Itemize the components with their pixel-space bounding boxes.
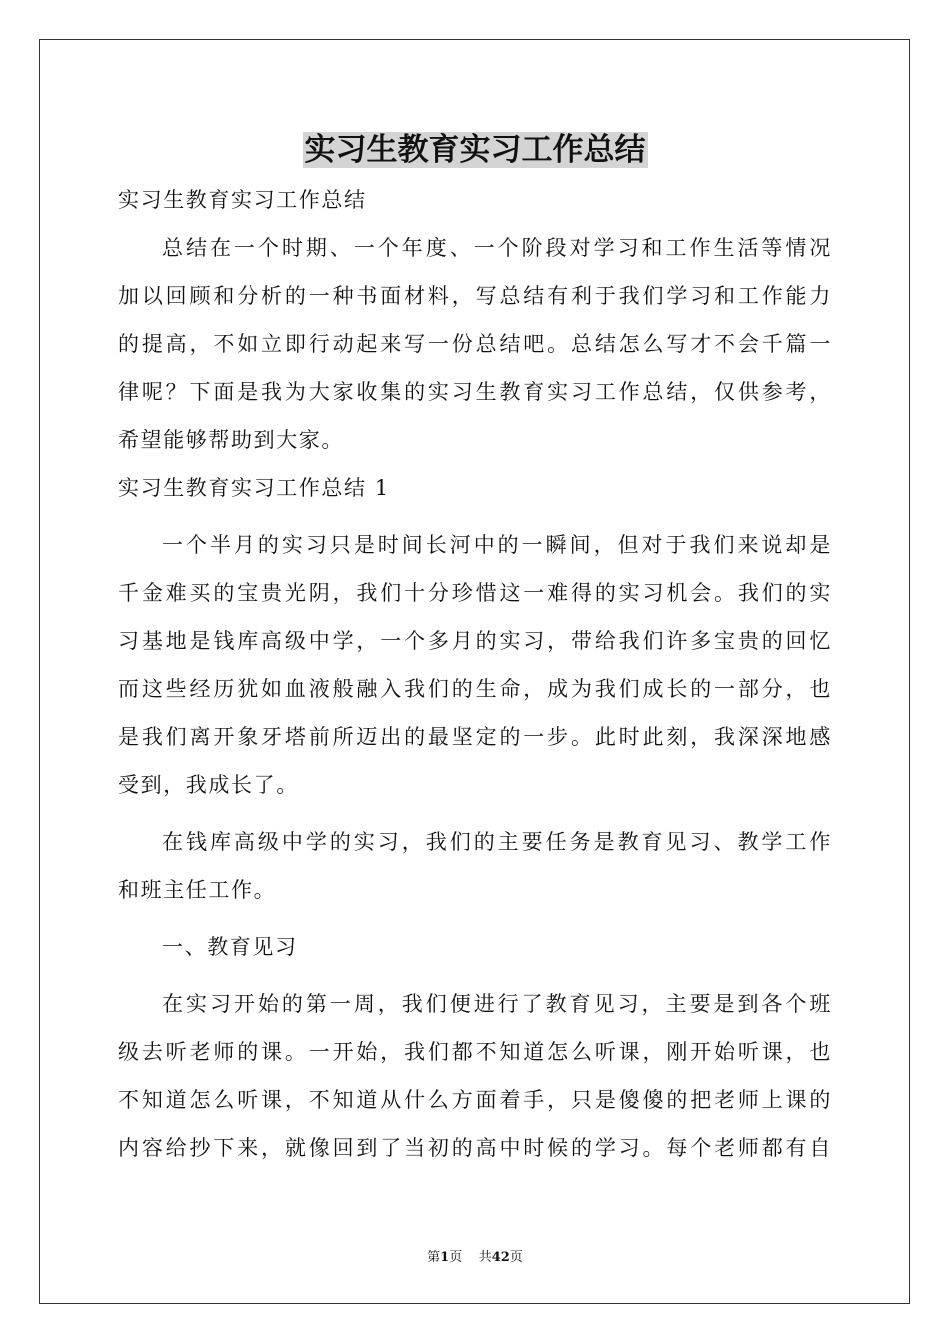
paragraph-line: 是我们离开象牙塔前所迈出的最坚定的一步。此时此刻，我深深地感 bbox=[118, 725, 832, 749]
footer-page-prefix: 第 bbox=[427, 1250, 441, 1265]
paragraph-line: 受到，我成长了。 bbox=[118, 773, 299, 797]
document-body bbox=[118, 176, 832, 1172]
intro-line: 希望能够帮助到大家。 bbox=[118, 428, 344, 452]
page-footer bbox=[0, 1249, 950, 1267]
subtitle: 实习生教育实习工作总结 bbox=[118, 188, 367, 212]
paragraph-line: 内容给抄下来，就像回到了当初的高中时候的学习。每个老师都有自 bbox=[118, 1136, 832, 1160]
paragraph-line: 习基地是钱库高级中学，一个多月的实习，带给我们许多宝贵的回忆 bbox=[118, 629, 832, 653]
document-title-text: 实习生教育实习工作总结 bbox=[304, 132, 646, 168]
paragraph-line: 一个半月的实习只是时间长河中的一瞬间，但对于我们来说却是 bbox=[162, 533, 832, 557]
footer-total-suffix: 页 bbox=[509, 1250, 523, 1265]
paragraph-line: 和班主任工作。 bbox=[118, 878, 277, 902]
paragraph-line: 在钱库高级中学的实习，我们的主要任务是教育见习、教学工作 bbox=[162, 830, 832, 854]
intro-line: 的提高，不如立即行动起来写一份总结吧。总结怎么写才不会千篇一 bbox=[118, 332, 832, 356]
document-title bbox=[0, 128, 950, 172]
footer-page-suffix: 页 bbox=[449, 1250, 463, 1265]
paragraph-line: 在实习开始的第一周，我们便进行了教育见习，主要是到各个班 bbox=[162, 992, 832, 1016]
paragraph-line: 级去听老师的课。一开始，我们都不知道怎么听课，刚开始听课，也 bbox=[118, 1040, 832, 1064]
intro-line: 加以回顾和分析的一种书面材料，写总结有利于我们学习和工作能力 bbox=[118, 284, 832, 308]
intro-line: 律呢？下面是我为大家收集的实习生教育实习工作总结，仅供参考， bbox=[118, 380, 832, 404]
paragraph-line: 不知道怎么听课，不知道从什么方面着手，只是傻傻的把老师上课的 bbox=[118, 1088, 832, 1112]
section-heading: 实习生教育实习工作总结 1 bbox=[118, 476, 390, 500]
subheading: 一、教育见习 bbox=[162, 935, 298, 959]
intro-line: 总结在一个时期、一个年度、一个阶段对学习和工作生活等情况 bbox=[162, 236, 832, 260]
footer-total-pages: 42 bbox=[491, 1250, 510, 1265]
footer-page-number: 1 bbox=[440, 1250, 450, 1265]
footer-total-prefix: 共 bbox=[478, 1250, 492, 1265]
paragraph-line: 而这些经历犹如血液般融入我们的生命，成为我们成长的一部分，也 bbox=[118, 677, 832, 701]
paragraph-line: 千金难买的宝贵光阴，我们十分珍惜这一难得的实习机会。我们的实 bbox=[118, 581, 832, 605]
